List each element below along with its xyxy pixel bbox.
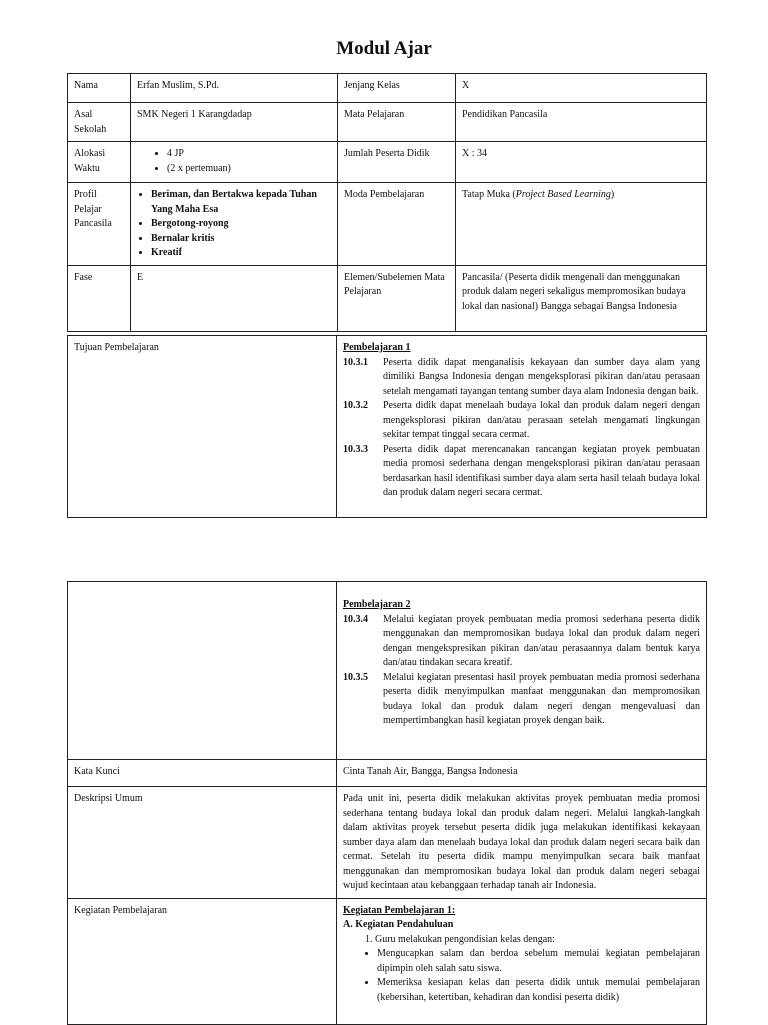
moda-label: Moda Pembelajaran bbox=[338, 183, 456, 266]
jenjang-value: X bbox=[456, 74, 707, 103]
kata-kunci-value: Cinta Tanah Air, Bangga, Bangsa Indonesia bbox=[337, 760, 707, 787]
objective-item: 10.3.4 Melalui kegiatan proyek pembuatan media promosi sederhana peserta didik menggunakan dan mempromosikan budaya lokal dan produk dalam negeri dengan mengekspresikan pikiran dan/atau perasaannya dalam bentuk karya dan/atau tindakan secara kreatif. bbox=[343, 613, 700, 668]
mapel-value: Pendidikan Pancasila bbox=[456, 103, 707, 142]
tujuan-label: Tujuan Pembelajaran bbox=[68, 336, 337, 518]
kegiatan-label: Kegiatan Pembelajaran bbox=[68, 898, 337, 1024]
fase-value: E bbox=[131, 265, 338, 331]
kata-kunci-label: Kata Kunci bbox=[68, 760, 337, 787]
nama-label: Nama bbox=[68, 74, 131, 103]
objective-item: 10.3.1 Peserta didik dapat menganalisis kekayaan dan sumber daya alam yang dimiliki Bangsa Indonesia dengan mengeksplorasi pikiran dan/atau perasaan setelah mengamati tayangan tentang sumber daya alam Indonesia dengan baik. bbox=[343, 356, 700, 397]
jenjang-label: Jenjang Kelas bbox=[338, 74, 456, 103]
asal-value: SMK Negeri 1 Karangdadap bbox=[131, 103, 338, 142]
profil-value bbox=[131, 183, 338, 266]
tujuan-table bbox=[67, 335, 707, 518]
profil-item: • Beriman, dan Bertakwa kepada Tuhan Yang Maha Esa bbox=[151, 188, 331, 217]
profil-label: Profil Pelajar Pancasila bbox=[68, 183, 131, 266]
elemen-value: Pancasila/ (Peserta didik mengenali dan menggunakan produk dalam negeri sekaligus mempromosikan budaya lokal dan nasional) Bangga sebagai Bangsa Indonesia bbox=[456, 265, 707, 331]
kegiatan-heading: Kegiatan Pembelajaran 1: bbox=[343, 904, 456, 916]
alokasi-label: Alokasi Waktu bbox=[68, 142, 131, 183]
alokasi-item: • (2 x pertemuan) bbox=[167, 162, 331, 177]
nama-value: Erfan Muslim, S.Pd. bbox=[131, 74, 338, 103]
kegiatan-section: A. Kegiatan Pendahuluan bbox=[343, 919, 454, 930]
tujuan-heading: Pembelajaran 1 bbox=[343, 342, 411, 353]
page-title: Modul Ajar bbox=[336, 38, 432, 59]
kegiatan-content bbox=[337, 898, 707, 1024]
deskripsi-label: Deskripsi Umum bbox=[68, 787, 337, 899]
objective-item: 10.3.5 Melalui kegiatan presentasi hasil proyek pembuatan media promosi sederhana peserta didik menyimpulkan manfaat menggunakan dan mempromosikan budaya lokal dan produk dalam negeri dengan mengevaluasi dan mempertimbangkan hasil kegiatan proyek dengan baik. bbox=[343, 671, 700, 726]
content-table bbox=[67, 581, 707, 1025]
tujuan-content bbox=[337, 336, 707, 518]
alokasi-value bbox=[131, 142, 338, 183]
identity-table bbox=[67, 73, 707, 332]
empty-label-cell bbox=[68, 582, 337, 760]
alokasi-item: • 4 JP bbox=[167, 147, 331, 162]
moda-value: Tatap Muka (Project Based Learning) bbox=[456, 183, 707, 266]
profil-item: • Bergotong-royong bbox=[151, 217, 331, 232]
asal-label: Asal Sekolah bbox=[68, 103, 131, 142]
pembelajaran2-content bbox=[337, 582, 707, 760]
objective-item: 10.3.3 Peserta didik dapat merencanakan rancangan kegiatan proyek pembuatan media promosi sederhana dengan mengeksplorasi pikiran dan/atau perasaan berdasarkan hasil identifikasi sumber daya alam serta hasil telaah budaya lokal dan produk dalam negeri secara cermat. bbox=[343, 443, 700, 498]
jumlah-label: Jumlah Peserta Didik bbox=[338, 142, 456, 183]
profil-item: • Kreatif bbox=[151, 246, 331, 261]
kegiatan-step: 1. Guru melakukan pengondisian kelas dengan: bbox=[365, 933, 555, 945]
elemen-label: Elemen/Subelemen Mata Pelajaran bbox=[338, 265, 456, 331]
kegiatan-bullet: • Memeriksa kesiapan kelas dan peserta didik untuk memulai pembelajaran (kebersihan, ketertiban, kehadiran dan kondisi peserta didik) bbox=[377, 976, 700, 1005]
fase-label: Fase bbox=[68, 265, 131, 331]
jumlah-value: X : 34 bbox=[456, 142, 707, 183]
kegiatan-bullet: • Mengucapkan salam dan berdoa sebelum memulai kegiatan pembelajaran dipimpin oleh salah satu siswa. bbox=[377, 947, 700, 976]
objective-item: 10.3.2 Peserta didik dapat menelaah budaya lokal dan produk dalam negeri dengan mengeksplorasi pikiran dan/atau perasaan setelah mengamati lingkungan sekitar tempat tinggal secara cermat. bbox=[343, 400, 700, 440]
profil-item: • Bernalar kritis bbox=[151, 232, 331, 247]
pembelajaran2-heading: Pembelajaran 2 bbox=[343, 599, 411, 610]
deskripsi-value: Pada unit ini, peserta didik melakukan aktivitas proyek pembuatan media promosi sederhana tentang budaya lokal dan produk dalam negeri. Melalui langkah-langkah dalam aktivitas proyek tersebut peserta didik juga melakukan identifikasi kekayaan sumber daya alam dan menelaah budaya lokal dan produk dalam negeri secara baik dan cermat. Setelah itu peserta didik mampu menyimpulkan secara baik manfaat menggunakan dan mempromosikan budaya lokal dan produk dalam negeri sebagai wujud kecintaan atau kebanggaan terhadap tanah air Indonesia. bbox=[337, 787, 707, 899]
mapel-label: Mata Pelajaran bbox=[338, 103, 456, 142]
